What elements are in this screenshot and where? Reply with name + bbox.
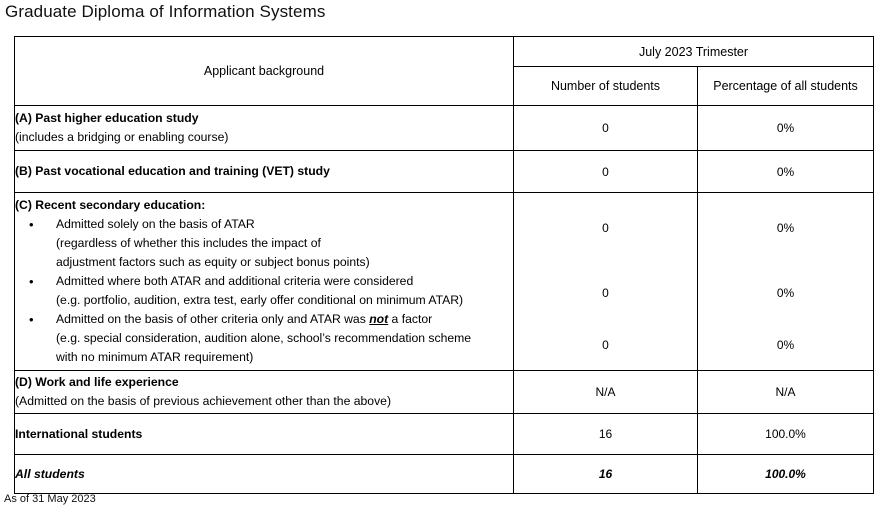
row-b-background bbox=[15, 151, 514, 193]
as-of-footnote: As of 31 May 2023 bbox=[4, 493, 96, 505]
row-c-bullet3-line3: with no minimum ATAR requirement) bbox=[56, 350, 254, 365]
row-c-bullet3-line1-after: a factor bbox=[388, 311, 433, 326]
row-d-number: N/A bbox=[514, 371, 698, 414]
row-c-bullet1-number: 0 bbox=[602, 221, 609, 235]
row-c-criteria-list bbox=[15, 215, 513, 367]
row-c-bullet3-line1-before: Admitted on the basis of other criteria only and ATAR was bbox=[56, 311, 370, 326]
list-item bbox=[15, 215, 513, 272]
row-c-bullet3-line2: (e.g. special consideration, audition alone, school’s recommendation scheme bbox=[56, 331, 472, 346]
bullet-icon: • bbox=[29, 273, 34, 289]
row-c-bullet1-percentage: 0% bbox=[776, 221, 795, 235]
report-table-container bbox=[14, 36, 873, 494]
header-percentage-of-all-students: Percentage of all students bbox=[698, 67, 874, 106]
row-international-background bbox=[15, 414, 514, 455]
row-c-bullet1-line2: (regardless of whether this includes the impact of bbox=[56, 235, 321, 250]
header-row-top bbox=[15, 37, 874, 67]
row-c-bullet3-emphasis: not bbox=[369, 311, 389, 326]
table-row-d bbox=[15, 371, 874, 414]
applicant-background-table bbox=[14, 36, 874, 494]
header-applicant-background: Applicant background bbox=[15, 37, 514, 106]
row-a-number: 0 bbox=[514, 106, 698, 151]
header-number-of-students: Number of students bbox=[514, 67, 698, 106]
row-c-number-stack bbox=[514, 193, 697, 370]
row-d-background bbox=[15, 371, 514, 414]
row-c-bullet2-percentage: 0% bbox=[776, 286, 795, 300]
table-row-a bbox=[15, 106, 874, 151]
row-c-background bbox=[15, 193, 514, 371]
table-body bbox=[15, 106, 874, 494]
row-b-label: (B) Past vocational education and training (VET) study bbox=[15, 164, 330, 179]
table-row-international bbox=[15, 414, 874, 455]
row-c-numbers bbox=[514, 193, 698, 371]
row-c-percentages bbox=[698, 193, 874, 371]
row-c-percentage-stack bbox=[698, 193, 873, 370]
row-a-sublabel: (includes a bridging or enabling course) bbox=[15, 130, 229, 144]
row-all-number: 16 bbox=[514, 455, 698, 494]
row-a-label: (A) Past higher education study bbox=[15, 111, 199, 126]
row-c-bullet3-line1 bbox=[56, 310, 513, 329]
row-a-percentage: 0% bbox=[698, 106, 874, 151]
row-c-bullet1-line3: adjustment factors such as equity or subject bonus points) bbox=[56, 254, 370, 269]
row-all-label: All students bbox=[15, 466, 85, 481]
row-c-bullet3-percentage: 0% bbox=[776, 338, 795, 352]
row-c-bullet2-number: 0 bbox=[602, 286, 609, 300]
row-d-sublabel: (Admitted on the basis of previous achievement other than the above) bbox=[15, 394, 392, 408]
row-b-percentage: 0% bbox=[698, 151, 874, 193]
row-c-bullet3-number: 0 bbox=[602, 338, 609, 352]
bullet-icon: • bbox=[29, 216, 34, 232]
list-item bbox=[15, 310, 513, 367]
table-row-c bbox=[15, 193, 874, 371]
row-c-bullet1-line1: Admitted solely on the basis of ATAR bbox=[56, 216, 255, 231]
row-international-label: International students bbox=[15, 426, 143, 441]
table-header bbox=[15, 37, 874, 106]
row-a-background bbox=[15, 106, 514, 151]
row-d-label: (D) Work and life experience bbox=[15, 375, 179, 390]
row-c-bullet2-line2: (e.g. portfolio, audition, extra test, early offer conditional on minimum ATAR) bbox=[56, 292, 464, 307]
table-row-b bbox=[15, 151, 874, 193]
row-international-number: 16 bbox=[514, 414, 698, 455]
row-all-background bbox=[15, 455, 514, 494]
row-d-percentage: N/A bbox=[698, 371, 874, 414]
header-period: July 2023 Trimester bbox=[514, 37, 874, 67]
row-c-bullet2-line1: Admitted where both ATAR and additional criteria were considered bbox=[56, 273, 414, 288]
row-b-number: 0 bbox=[514, 151, 698, 193]
row-international-percentage: 100.0% bbox=[698, 414, 874, 455]
list-item bbox=[15, 272, 513, 310]
page-title: Graduate Diploma of Information Systems bbox=[5, 2, 326, 21]
table-row-all-students bbox=[15, 455, 874, 494]
bullet-icon: • bbox=[29, 311, 34, 327]
row-c-label: (C) Recent secondary education: bbox=[15, 197, 206, 212]
row-all-percentage: 100.0% bbox=[698, 455, 874, 494]
